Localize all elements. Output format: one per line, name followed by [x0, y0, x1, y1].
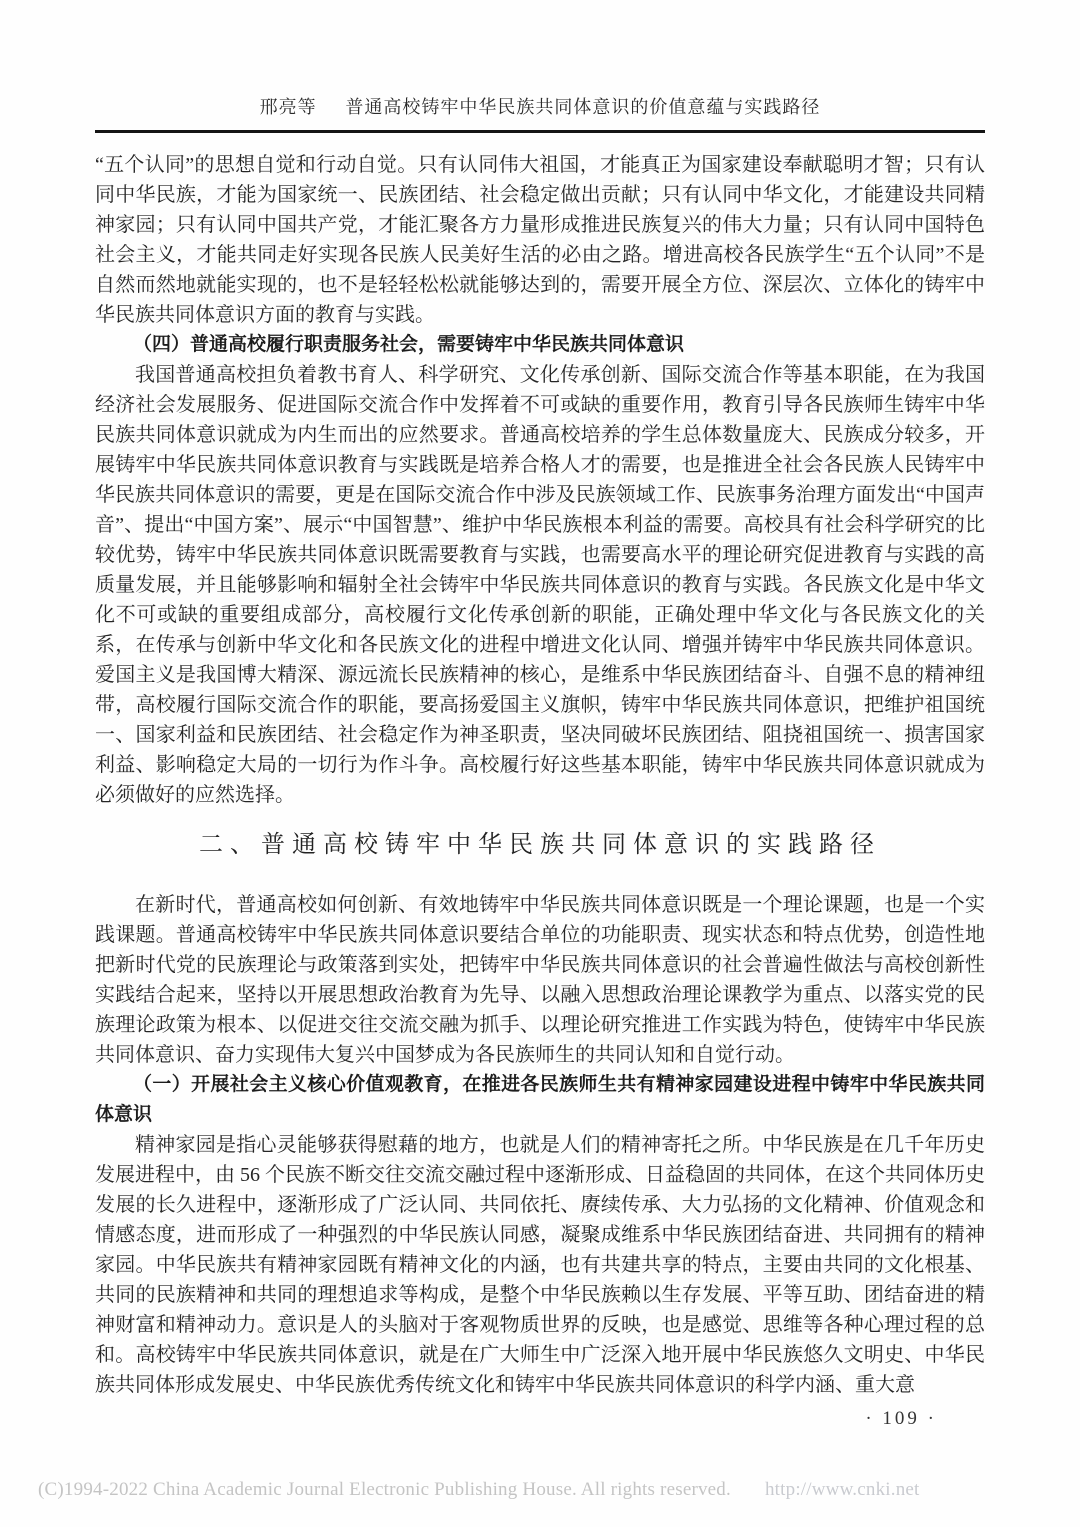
header-rule — [95, 130, 985, 133]
paragraph-new-era: 在新时代，普通高校如何创新、有效地铸牢中华民族共同体意识既是一个理论课题，也是一个实践课题。普通高校铸牢中华民族共同体意识要结合单位的功能职责、现实状态和特点优势，创造性地把新时代党的民族理论与政策落到实处，把铸牢中华民族共同体意识的社会普遍性做法与高校创新性实践结合起来，坚持以开展思想政治教育为先导、以融入思想政治理论课教学为重点、以落实党的民族理论政策为根本、以促进交往交流交融为抓手、以理论研究推进工作实践为特色，使铸牢中华民族共同体意识、奋力实现伟大复兴中国梦成为各民族师生的共同认知和自觉行动。 — [95, 894, 985, 1066]
article-body — [95, 150, 985, 1434]
copyright-footer — [38, 1479, 920, 1501]
paragraph-spiritual-home: 精神家园是指心灵能够获得慰藉的地方，也就是人们的精神寄托之所。中华民族是在几千年历史发展进程中，由 56 个民族不断交往交流交融过程中逐渐形成、日益稳固的共同体，在这个共同体历史发展的长久进程中，逐渐形成了广泛认同、共同依托、赓续传承、大力弘扬的文化精神、价值观念和情感态度，进而形成了一种强烈的中华民族认同感，凝聚成维系中华民族团结奋进、共同拥有的精神家园。中华民族共有精神家园既有精神文化的内涵，也有共建共享的特点，主要由共同的文化根基、共同的民族精神和共同的理想追求等构成，是整个中华民族赖以生存发展、平等互助、团结奋进的精神财富和精神动力。意识是人的头脑对于客观物质世界的反映，也是感觉、思维等各种心理过程的总和。高校铸牢中华民族共同体意识，就是在广大师生中广泛深入地开展中华民族悠久文明史、中华民族共同体形成发展史、中华民族优秀传统文化和铸牢中华民族共同体意识的科学内涵、重大意 — [95, 1134, 985, 1396]
cnki-link[interactable]: http://www.cnki.net — [764, 1479, 920, 1500]
running-header-author: 邢亮等 — [259, 97, 317, 117]
subheading-one: （一）开展社会主义核心价值观教育，在推进各民族师生共有精神家园建设进程中铸牢中华民族共同体意识 — [95, 1074, 985, 1125]
subheading-four: （四）普通高校履行职责服务社会，需要铸牢中华民族共同体意识 — [133, 334, 685, 355]
running-header-title: 普通高校铸牢中华民族共同体意识的价值意蕴与实践路径 — [345, 97, 821, 117]
section-two-heading: 二、普通高校铸牢中华民族共同体意识的实践路径 — [199, 832, 881, 858]
paragraph-responsibility: 我国普通高校担负着教书育人、科学研究、文化传承创新、国际交流合作等基本职能，在为我国经济社会发展服务、促进国际交流合作中发挥着不可或缺的重要作用，教育引导各民族师生铸牢中华民族共同体意识就成为内生而出的应然要求。普通高校培养的学生总体数量庞大、民族成分较多，开展铸牢中华民族共同体意识教育与实践既是培养合格人才的需要，也是推进全社会各民族人民铸牢中华民族共同体意识的需要，更是在国际交流合作中涉及民族领域工作、民族事务治理方面发出“中国声音”、提出“中国方案”、展示“中国智慧”、维护中华民族根本利益的需要。高校具有社会科学研究的比较优势，铸牢中华民族共同体意识既需要教育与实践，也需要高水平的理论研究促进教育与实践的高质量发展，并且能够影响和辐射全社会铸牢中华民族共同体意识的教育与实践。各民族文化是中华文化不可或缺的重要组成部分，高校履行文化传承创新的职能，正确处理中华文化与各民族文化的关系，在传承与创新中华文化和各民族文化的进程中增进文化认同、增强并铸牢中华民族共同体意识。爱国主义是我国博大精深、源远流长民族精神的核心，是维系中华民族团结奋斗、自强不息的精神纽带，高校履行国际交流合作的职能，要高扬爱国主义旗帜，铸牢中华民族共同体意识，把维护祖国统一、国家利益和民族团结、社会稳定作为神圣职责，坚决同破坏民族团结、阻挠祖国统一、损害国家利益、影响稳定大局的一切行为作斗争。高校履行好这些基本职能，铸牢中华民族共同体意识就成为必须做好的应然选择。 — [95, 364, 985, 806]
paragraph-continuation: “五个认同”的思想自觉和行动自觉。只有认同伟大祖国，才能真正为国家建设奉献聪明才智；只有认同中华民族，才能为国家统一、民族团结、社会稳定做出贡献；只有认同中华文化，才能建设共同精神家园；只有认同中国共产党，才能汇聚各方力量形成推进民族复兴的伟大力量；只有认同中国特色社会主义，才能共同走好实现各民族人民美好生活的必由之路。增进高校各民族学生“五个认同”不是自然而然地就能实现的，也不是轻轻松松就能够达到的，需要开展全方位、深层次、立体化的铸牢中华民族共同体意识方面的教育与实践。 — [95, 154, 985, 326]
copyright-text: (C)1994-2022 China Academic Journal Electronic Publishing House. All rights reserved. — [38, 1479, 731, 1500]
page-number: · 109 · — [865, 1408, 937, 1429]
running-header — [0, 0, 1080, 118]
